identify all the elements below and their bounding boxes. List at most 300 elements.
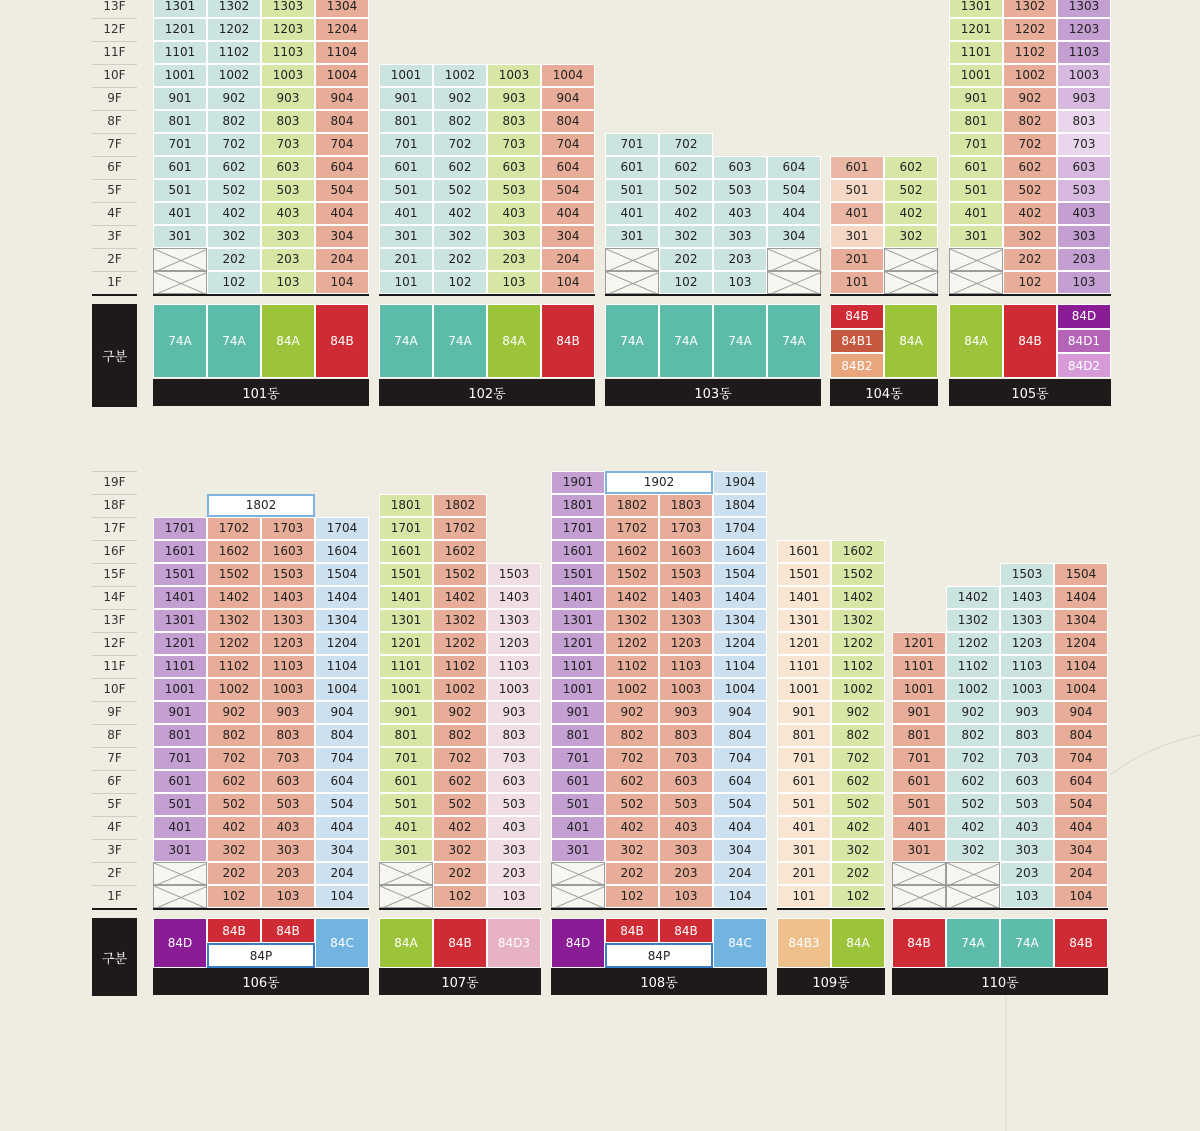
unit-cell[interactable]: 702 (433, 133, 487, 156)
unit-cell[interactable]: 1004 (1054, 678, 1108, 701)
unit-cell[interactable]: 1301 (551, 609, 605, 632)
unit-cell[interactable]: 1401 (551, 586, 605, 609)
unit-cell[interactable]: 1001 (153, 678, 207, 701)
unit-cell[interactable]: 603 (1000, 770, 1054, 793)
unit-cell[interactable]: 903 (1057, 87, 1111, 110)
unit-cell[interactable]: 601 (153, 156, 207, 179)
unit-cell[interactable]: 1502 (433, 563, 487, 586)
unit-cell[interactable]: 1202 (433, 632, 487, 655)
unit-cell[interactable]: 1303 (487, 609, 541, 632)
unit-cell[interactable]: 801 (892, 724, 946, 747)
unit-cell[interactable]: 104 (315, 271, 369, 294)
unit-cell[interactable]: 901 (379, 87, 433, 110)
unit-cell[interactable]: 1702 (207, 517, 261, 540)
unit-cell[interactable]: 101 (777, 885, 831, 908)
unit-cell[interactable]: 803 (261, 110, 315, 133)
unit-cell[interactable]: 802 (1003, 110, 1057, 133)
unit-cell[interactable]: 1003 (659, 678, 713, 701)
unit-cell[interactable]: 1202 (207, 18, 261, 41)
unit-cell[interactable]: 1302 (946, 609, 1000, 632)
unit-cell[interactable]: 1004 (541, 64, 595, 87)
unit-cell[interactable]: 1203 (261, 18, 315, 41)
unit-cell[interactable]: 303 (487, 839, 541, 862)
unit-cell[interactable]: 302 (1003, 225, 1057, 248)
unit-cell[interactable]: 1103 (487, 655, 541, 678)
unit-cell[interactable]: 1302 (1003, 0, 1057, 18)
unit-cell[interactable]: 801 (153, 110, 207, 133)
unit-cell[interactable]: 803 (1057, 110, 1111, 133)
unit-cell[interactable]: 404 (541, 202, 595, 225)
unit-cell[interactable]: 502 (1003, 179, 1057, 202)
unit-cell[interactable]: 201 (830, 248, 884, 271)
unit-cell[interactable]: 502 (433, 179, 487, 202)
unit-cell[interactable]: 1004 (315, 64, 369, 87)
unit-cell[interactable]: 303 (713, 225, 767, 248)
unit-cell[interactable]: 703 (261, 133, 315, 156)
unit-cell[interactable]: 701 (153, 747, 207, 770)
unit-cell[interactable]: 1001 (551, 678, 605, 701)
unit-cell[interactable]: 1601 (551, 540, 605, 563)
unit-cell[interactable]: 1901 (551, 471, 605, 494)
unit-cell[interactable]: 601 (830, 156, 884, 179)
unit-cell[interactable]: 403 (487, 202, 541, 225)
unit-cell[interactable]: 103 (261, 885, 315, 908)
unit-cell[interactable]: 704 (1054, 747, 1108, 770)
unit-cell[interactable]: 1403 (1000, 586, 1054, 609)
unit-cell[interactable]: 202 (433, 248, 487, 271)
unit-cell[interactable]: 902 (433, 701, 487, 724)
unit-cell[interactable]: 1201 (551, 632, 605, 655)
unit-cell[interactable]: 1101 (153, 655, 207, 678)
unit-cell[interactable]: 604 (315, 156, 369, 179)
unit-cell[interactable]: 1503 (261, 563, 315, 586)
unit-cell[interactable]: 1401 (379, 586, 433, 609)
unit-cell[interactable]: 302 (946, 839, 1000, 862)
unit-cell[interactable]: 601 (892, 770, 946, 793)
unit-cell[interactable]: 102 (659, 271, 713, 294)
unit-cell[interactable]: 401 (551, 816, 605, 839)
unit-cell[interactable]: 1602 (433, 540, 487, 563)
unit-cell[interactable]: 102 (207, 271, 261, 294)
unit-cell[interactable]: 1302 (433, 609, 487, 632)
unit-cell[interactable]: 604 (713, 770, 767, 793)
unit-cell[interactable]: 701 (153, 133, 207, 156)
unit-cell[interactable]: 303 (1000, 839, 1054, 862)
unit-cell[interactable]: 804 (541, 110, 595, 133)
penthouse-unit[interactable]: 1902 (605, 471, 713, 494)
unit-cell[interactable]: 503 (261, 793, 315, 816)
unit-cell[interactable]: 502 (433, 793, 487, 816)
unit-cell[interactable]: 603 (261, 770, 315, 793)
unit-cell[interactable]: 902 (605, 701, 659, 724)
unit-cell[interactable]: 1303 (261, 0, 315, 18)
unit-cell[interactable]: 102 (433, 271, 487, 294)
unit-cell[interactable]: 702 (659, 133, 713, 156)
unit-cell[interactable]: 402 (433, 816, 487, 839)
unit-cell[interactable]: 1402 (433, 586, 487, 609)
unit-cell[interactable]: 1204 (315, 632, 369, 655)
unit-cell[interactable]: 202 (659, 248, 713, 271)
unit-cell[interactable]: 602 (884, 156, 938, 179)
unit-cell[interactable]: 1202 (1003, 18, 1057, 41)
unit-cell[interactable]: 602 (433, 770, 487, 793)
unit-cell[interactable]: 1502 (831, 563, 885, 586)
unit-cell[interactable]: 701 (379, 747, 433, 770)
unit-cell[interactable]: 1504 (1054, 563, 1108, 586)
unit-cell[interactable]: 1203 (487, 632, 541, 655)
unit-cell[interactable]: 1204 (713, 632, 767, 655)
unit-cell[interactable]: 403 (261, 202, 315, 225)
unit-cell[interactable]: 104 (541, 271, 595, 294)
unit-cell[interactable]: 403 (713, 202, 767, 225)
unit-cell[interactable]: 1904 (713, 471, 767, 494)
unit-cell[interactable]: 1203 (261, 632, 315, 655)
unit-cell[interactable]: 902 (831, 701, 885, 724)
unit-cell[interactable]: 1001 (949, 64, 1003, 87)
unit-cell[interactable]: 503 (487, 179, 541, 202)
unit-cell[interactable]: 204 (315, 248, 369, 271)
unit-cell[interactable]: 103 (487, 885, 541, 908)
unit-cell[interactable]: 303 (261, 225, 315, 248)
unit-cell[interactable]: 404 (315, 816, 369, 839)
unit-cell[interactable]: 1801 (379, 494, 433, 517)
unit-cell[interactable]: 1403 (659, 586, 713, 609)
unit-cell[interactable]: 301 (949, 225, 1003, 248)
unit-cell[interactable]: 804 (315, 724, 369, 747)
unit-cell[interactable]: 1201 (153, 632, 207, 655)
unit-cell[interactable]: 202 (1003, 248, 1057, 271)
unit-cell[interactable]: 604 (315, 770, 369, 793)
unit-cell[interactable]: 1001 (379, 64, 433, 87)
unit-cell[interactable]: 803 (261, 724, 315, 747)
unit-cell[interactable]: 402 (207, 816, 261, 839)
unit-cell[interactable]: 401 (379, 816, 433, 839)
unit-cell[interactable]: 901 (949, 87, 1003, 110)
unit-cell[interactable]: 1704 (315, 517, 369, 540)
unit-cell[interactable]: 1004 (315, 678, 369, 701)
unit-cell[interactable]: 301 (153, 839, 207, 862)
unit-cell[interactable]: 602 (605, 770, 659, 793)
unit-cell[interactable]: 702 (433, 747, 487, 770)
unit-cell[interactable]: 701 (551, 747, 605, 770)
unit-cell[interactable]: 1503 (1000, 563, 1054, 586)
unit-cell[interactable]: 902 (946, 701, 1000, 724)
unit-cell[interactable]: 1102 (1003, 41, 1057, 64)
unit-cell[interactable]: 704 (541, 133, 595, 156)
unit-cell[interactable]: 1002 (207, 64, 261, 87)
unit-cell[interactable]: 402 (884, 202, 938, 225)
unit-cell[interactable]: 103 (659, 885, 713, 908)
unit-cell[interactable]: 904 (315, 87, 369, 110)
unit-cell[interactable]: 1402 (207, 586, 261, 609)
unit-cell[interactable]: 104 (315, 885, 369, 908)
unit-cell[interactable]: 1602 (605, 540, 659, 563)
unit-cell[interactable]: 1101 (153, 41, 207, 64)
unit-cell[interactable]: 204 (315, 862, 369, 885)
unit-cell[interactable]: 1201 (949, 18, 1003, 41)
unit-cell[interactable]: 702 (1003, 133, 1057, 156)
unit-cell[interactable]: 103 (261, 271, 315, 294)
unit-cell[interactable]: 602 (207, 156, 261, 179)
unit-cell[interactable]: 301 (153, 225, 207, 248)
unit-cell[interactable]: 1302 (207, 609, 261, 632)
unit-cell[interactable]: 602 (946, 770, 1000, 793)
unit-cell[interactable]: 1802 (605, 494, 659, 517)
unit-cell[interactable]: 802 (433, 724, 487, 747)
unit-cell[interactable]: 901 (153, 87, 207, 110)
unit-cell[interactable]: 202 (831, 862, 885, 885)
unit-cell[interactable]: 1404 (1054, 586, 1108, 609)
unit-cell[interactable]: 1004 (713, 678, 767, 701)
unit-cell[interactable]: 303 (1057, 225, 1111, 248)
unit-cell[interactable]: 1202 (831, 632, 885, 655)
unit-cell[interactable]: 1003 (1057, 64, 1111, 87)
unit-cell[interactable]: 601 (777, 770, 831, 793)
unit-cell[interactable]: 1003 (487, 678, 541, 701)
unit-cell[interactable]: 1503 (487, 563, 541, 586)
unit-cell[interactable]: 1002 (831, 678, 885, 701)
unit-cell[interactable]: 1404 (713, 586, 767, 609)
unit-cell[interactable]: 104 (1054, 885, 1108, 908)
unit-cell[interactable]: 403 (659, 816, 713, 839)
unit-cell[interactable]: 502 (884, 179, 938, 202)
unit-cell[interactable]: 1202 (946, 632, 1000, 655)
unit-cell[interactable]: 1703 (659, 517, 713, 540)
unit-cell[interactable]: 1103 (261, 655, 315, 678)
unit-cell[interactable]: 1501 (379, 563, 433, 586)
unit-cell[interactable]: 1701 (153, 517, 207, 540)
unit-cell[interactable]: 1104 (315, 655, 369, 678)
unit-cell[interactable]: 1401 (153, 586, 207, 609)
unit-cell[interactable]: 801 (153, 724, 207, 747)
unit-cell[interactable]: 503 (261, 179, 315, 202)
unit-cell[interactable]: 1403 (261, 586, 315, 609)
unit-cell[interactable]: 1002 (1003, 64, 1057, 87)
unit-cell[interactable]: 1201 (892, 632, 946, 655)
unit-cell[interactable]: 302 (207, 225, 261, 248)
unit-cell[interactable]: 504 (1054, 793, 1108, 816)
unit-cell[interactable]: 102 (605, 885, 659, 908)
unit-cell[interactable]: 303 (659, 839, 713, 862)
unit-cell[interactable]: 1503 (659, 563, 713, 586)
unit-cell[interactable]: 901 (892, 701, 946, 724)
unit-cell[interactable]: 1102 (831, 655, 885, 678)
unit-cell[interactable]: 904 (315, 701, 369, 724)
unit-cell[interactable]: 203 (713, 248, 767, 271)
unit-cell[interactable]: 1702 (433, 517, 487, 540)
unit-cell[interactable]: 602 (1003, 156, 1057, 179)
unit-cell[interactable]: 404 (713, 816, 767, 839)
unit-cell[interactable]: 301 (379, 839, 433, 862)
unit-cell[interactable]: 503 (659, 793, 713, 816)
unit-cell[interactable]: 1501 (153, 563, 207, 586)
unit-cell[interactable]: 1604 (713, 540, 767, 563)
unit-cell[interactable]: 203 (261, 248, 315, 271)
unit-cell[interactable]: 1002 (207, 678, 261, 701)
unit-cell[interactable]: 1303 (659, 609, 713, 632)
unit-cell[interactable]: 102 (433, 885, 487, 908)
unit-cell[interactable]: 1104 (315, 41, 369, 64)
unit-cell[interactable]: 1101 (949, 41, 1003, 64)
unit-cell[interactable]: 1601 (777, 540, 831, 563)
unit-cell[interactable]: 1001 (153, 64, 207, 87)
unit-cell[interactable]: 1701 (379, 517, 433, 540)
unit-cell[interactable]: 301 (892, 839, 946, 862)
unit-cell[interactable]: 703 (261, 747, 315, 770)
unit-cell[interactable]: 402 (605, 816, 659, 839)
unit-cell[interactable]: 502 (207, 793, 261, 816)
unit-cell[interactable]: 403 (487, 816, 541, 839)
unit-cell[interactable]: 502 (831, 793, 885, 816)
unit-cell[interactable]: 1304 (315, 609, 369, 632)
unit-cell[interactable]: 201 (777, 862, 831, 885)
unit-cell[interactable]: 1104 (713, 655, 767, 678)
unit-cell[interactable]: 1502 (605, 563, 659, 586)
unit-cell[interactable]: 202 (207, 862, 261, 885)
unit-cell[interactable]: 1201 (777, 632, 831, 655)
unit-cell[interactable]: 504 (541, 179, 595, 202)
unit-cell[interactable]: 204 (1054, 862, 1108, 885)
unit-cell[interactable]: 1803 (659, 494, 713, 517)
unit-cell[interactable]: 1102 (605, 655, 659, 678)
unit-cell[interactable]: 1203 (659, 632, 713, 655)
unit-cell[interactable]: 1702 (605, 517, 659, 540)
unit-cell[interactable]: 1601 (153, 540, 207, 563)
unit-cell[interactable]: 1002 (946, 678, 1000, 701)
unit-cell[interactable]: 402 (659, 202, 713, 225)
unit-cell[interactable]: 804 (1054, 724, 1108, 747)
unit-cell[interactable]: 302 (884, 225, 938, 248)
unit-cell[interactable]: 603 (1057, 156, 1111, 179)
unit-cell[interactable]: 103 (1057, 271, 1111, 294)
unit-cell[interactable]: 1603 (659, 540, 713, 563)
unit-cell[interactable]: 203 (487, 248, 541, 271)
unit-cell[interactable]: 1003 (261, 64, 315, 87)
unit-cell[interactable]: 402 (946, 816, 1000, 839)
unit-cell[interactable]: 204 (541, 248, 595, 271)
unit-cell[interactable]: 603 (487, 770, 541, 793)
unit-cell[interactable]: 303 (261, 839, 315, 862)
unit-cell[interactable]: 401 (605, 202, 659, 225)
unit-cell[interactable]: 903 (487, 701, 541, 724)
unit-cell[interactable]: 1601 (379, 540, 433, 563)
unit-cell[interactable]: 501 (777, 793, 831, 816)
unit-cell[interactable]: 1304 (713, 609, 767, 632)
unit-cell[interactable]: 403 (1000, 816, 1054, 839)
unit-cell[interactable]: 801 (777, 724, 831, 747)
unit-cell[interactable]: 801 (949, 110, 1003, 133)
unit-cell[interactable]: 1303 (1000, 609, 1054, 632)
unit-cell[interactable]: 903 (261, 87, 315, 110)
unit-cell[interactable]: 503 (487, 793, 541, 816)
unit-cell[interactable]: 803 (487, 724, 541, 747)
unit-cell[interactable]: 103 (487, 271, 541, 294)
unit-cell[interactable]: 301 (777, 839, 831, 862)
unit-cell[interactable]: 602 (831, 770, 885, 793)
unit-cell[interactable]: 1301 (379, 609, 433, 632)
unit-cell[interactable]: 1302 (207, 0, 261, 18)
unit-cell[interactable]: 903 (487, 87, 541, 110)
unit-cell[interactable]: 1201 (379, 632, 433, 655)
unit-cell[interactable]: 802 (433, 110, 487, 133)
unit-cell[interactable]: 203 (261, 862, 315, 885)
unit-cell[interactable]: 304 (541, 225, 595, 248)
unit-cell[interactable]: 1002 (605, 678, 659, 701)
unit-cell[interactable]: 1401 (777, 586, 831, 609)
unit-cell[interactable]: 1802 (433, 494, 487, 517)
unit-cell[interactable]: 1003 (1000, 678, 1054, 701)
unit-cell[interactable]: 402 (831, 816, 885, 839)
unit-cell[interactable]: 604 (541, 156, 595, 179)
unit-cell[interactable]: 103 (713, 271, 767, 294)
unit-cell[interactable]: 503 (713, 179, 767, 202)
unit-cell[interactable]: 902 (207, 87, 261, 110)
unit-cell[interactable]: 1504 (315, 563, 369, 586)
unit-cell[interactable]: 203 (1000, 862, 1054, 885)
unit-cell[interactable]: 1002 (433, 678, 487, 701)
unit-cell[interactable]: 802 (207, 110, 261, 133)
unit-cell[interactable]: 1204 (1054, 632, 1108, 655)
unit-cell[interactable]: 401 (153, 202, 207, 225)
unit-cell[interactable]: 604 (767, 156, 821, 179)
unit-cell[interactable]: 203 (1057, 248, 1111, 271)
unit-cell[interactable]: 303 (487, 225, 541, 248)
unit-cell[interactable]: 302 (659, 225, 713, 248)
unit-cell[interactable]: 701 (605, 133, 659, 156)
unit-cell[interactable]: 402 (1003, 202, 1057, 225)
unit-cell[interactable]: 1301 (777, 609, 831, 632)
unit-cell[interactable]: 1102 (433, 655, 487, 678)
unit-cell[interactable]: 1304 (1054, 609, 1108, 632)
unit-cell[interactable]: 1604 (315, 540, 369, 563)
unit-cell[interactable]: 1402 (605, 586, 659, 609)
unit-cell[interactable]: 401 (777, 816, 831, 839)
unit-cell[interactable]: 402 (207, 202, 261, 225)
unit-cell[interactable]: 1501 (777, 563, 831, 586)
unit-cell[interactable]: 302 (605, 839, 659, 862)
unit-cell[interactable]: 301 (551, 839, 605, 862)
unit-cell[interactable]: 1804 (713, 494, 767, 517)
unit-cell[interactable]: 1304 (315, 0, 369, 18)
unit-cell[interactable]: 1704 (713, 517, 767, 540)
unit-cell[interactable]: 701 (777, 747, 831, 770)
unit-cell[interactable]: 401 (153, 816, 207, 839)
unit-cell[interactable]: 304 (315, 225, 369, 248)
unit-cell[interactable]: 803 (1000, 724, 1054, 747)
unit-cell[interactable]: 604 (1054, 770, 1108, 793)
unit-cell[interactable]: 1002 (433, 64, 487, 87)
unit-cell[interactable]: 202 (433, 862, 487, 885)
unit-cell[interactable]: 601 (153, 770, 207, 793)
unit-cell[interactable]: 704 (713, 747, 767, 770)
unit-cell[interactable]: 1303 (1057, 0, 1111, 18)
unit-cell[interactable]: 103 (1000, 885, 1054, 908)
unit-cell[interactable]: 1801 (551, 494, 605, 517)
unit-cell[interactable]: 1202 (207, 632, 261, 655)
unit-cell[interactable]: 603 (261, 156, 315, 179)
unit-cell[interactable]: 804 (713, 724, 767, 747)
unit-cell[interactable]: 1103 (659, 655, 713, 678)
unit-cell[interactable]: 501 (153, 793, 207, 816)
unit-cell[interactable]: 601 (379, 156, 433, 179)
unit-cell[interactable]: 1101 (777, 655, 831, 678)
unit-cell[interactable]: 1101 (892, 655, 946, 678)
unit-cell[interactable]: 902 (1003, 87, 1057, 110)
unit-cell[interactable]: 1303 (261, 609, 315, 632)
unit-cell[interactable]: 1403 (487, 586, 541, 609)
unit-cell[interactable]: 501 (153, 179, 207, 202)
unit-cell[interactable]: 901 (777, 701, 831, 724)
